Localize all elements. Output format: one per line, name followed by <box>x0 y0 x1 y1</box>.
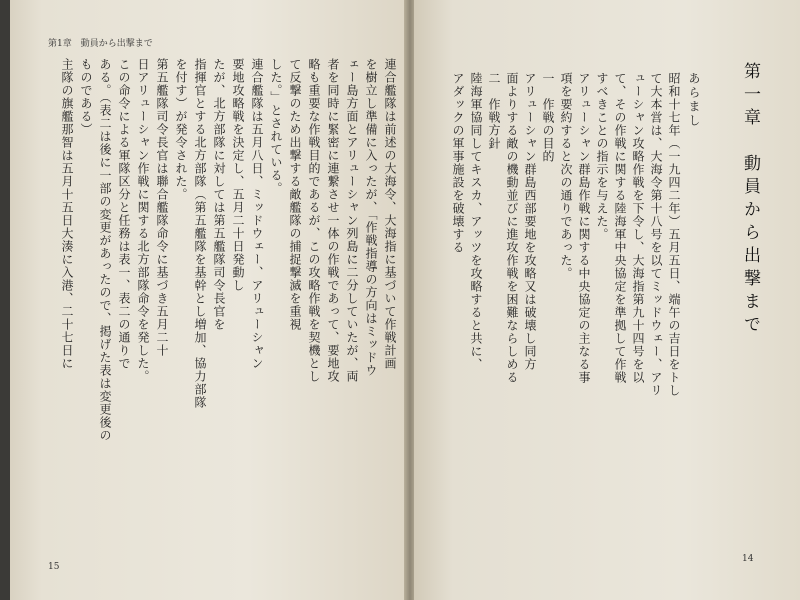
running-head: 第1章 動員から出撃まで <box>48 39 153 49</box>
text-column: した。」とされている。 <box>269 58 283 195</box>
chapter-title: 第一章 動員から出撃まで <box>740 62 760 338</box>
text-column: 第五艦隊司令長官は聯合艦隊命令に基づき五月二十 <box>155 58 169 357</box>
text-column: て反撃のため出撃する敵艦隊の捕捉撃滅を重視 <box>288 58 302 331</box>
text-column: すべきことの指示を与えた。 <box>595 72 609 241</box>
text-column: 項を要約すると次の通りであった。 <box>559 72 573 280</box>
section-heading: あらまし <box>687 72 701 128</box>
right-page <box>414 0 800 600</box>
text-column: アリューシャン群島西部要地を攻略又は破壊し同方 <box>523 72 537 371</box>
text-column: て大本営は、大海令第十八号を以てミッドウェー、アリ <box>649 72 663 397</box>
text-column: 日アリューシャン作戦に関する北方部隊命令を発した。 <box>136 58 150 383</box>
text-column: ェー島方面とアリューシャン列島に二分していたが、両 <box>345 58 359 383</box>
text-column: 面よりする敵の機動並びに進攻作戦を困難ならしめる <box>505 72 519 384</box>
text-column: て、その作戦に関する陸海軍中央協定を準拠して作戦 <box>613 72 627 384</box>
text-column: 一 作戦の目的 <box>541 72 555 163</box>
text-column: アリューシャン群島作戦に関する中央協定の主なる事 <box>577 72 591 384</box>
text-column: 主隊の旗艦那智は五月十五日大湊に入港、二十七日に <box>60 58 74 370</box>
text-column: この命令による軍隊区分と任務は表一、表二の通りで <box>117 58 131 370</box>
text-column: ある。（表二は後に一部の変更があったので、掲げた表は変更後の <box>98 58 112 442</box>
text-column: 二 作戦方針 <box>487 72 501 150</box>
text-column: ものである） <box>79 58 93 136</box>
text-column: 昭和十七年（一九四二年）五月五日、端午の吉日をトし <box>667 72 681 397</box>
text-column: ューシャン攻略作戦を下令し、大海指第九十四号を以 <box>631 72 645 384</box>
page-number-right: 14 <box>742 554 754 564</box>
text-column: アダックの軍事施設を破壊する <box>451 72 465 254</box>
text-column: 者を同時に緊密に連繋させ一体の作戦であって、要地攻 <box>326 58 340 383</box>
text-column: を樹立し準備に入ったが、「作戦指導の方向はミッドウ <box>364 58 378 377</box>
text-column: 陸海軍協同してキスカ、アッツを攻略すると共に、 <box>469 72 483 371</box>
page-number-left: 15 <box>48 562 60 572</box>
text-column: 略も重要な作戦目的であるが、この攻略作戦を契機とし <box>307 58 321 383</box>
left-page <box>10 0 406 600</box>
text-column: 連合艦隊は前述の大海令、大海指に基づいて作戦計画 <box>383 58 397 370</box>
text-column: 連合艦隊は五月八日、ミッドウェー、アリューシャン <box>250 58 264 370</box>
text-column: たが、北方部隊に対しては第五艦隊司令長官を <box>212 58 226 331</box>
text-column: を付す）が発令された。 <box>174 58 188 201</box>
text-column: 指揮官とする北方部隊（第五艦隊を基幹とし増加、協力部隊 <box>193 58 207 409</box>
text-column: 要地攻略戦を決定し、五月二十日発動し <box>231 58 245 292</box>
